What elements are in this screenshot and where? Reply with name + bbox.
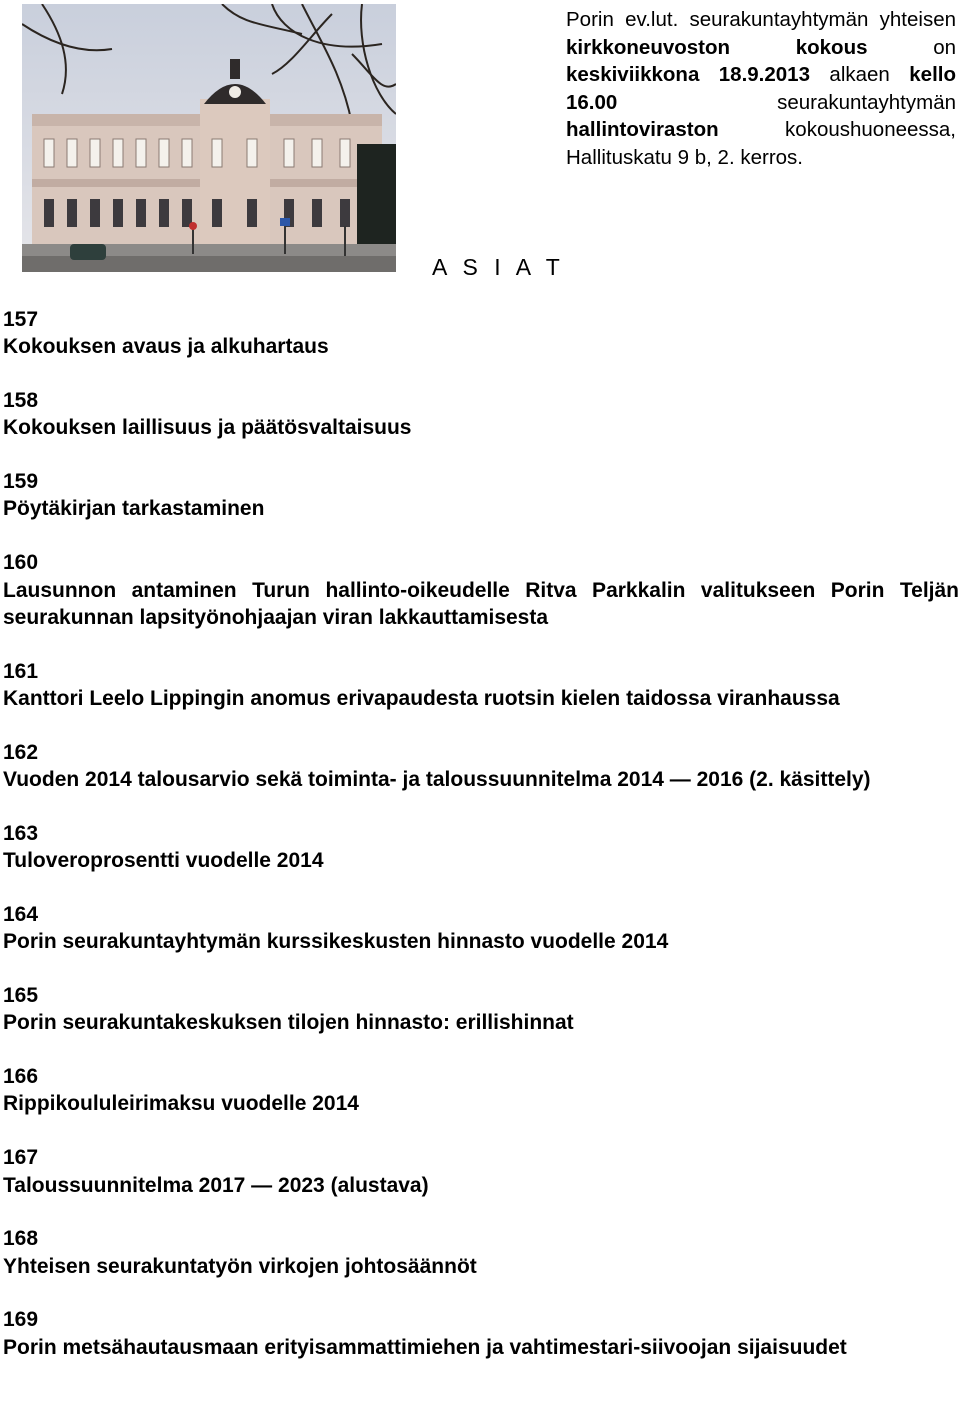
agenda-item-title: Porin seurakuntakeskuksen tilojen hinnasto: erillishinnat <box>3 1011 574 1035</box>
agenda-list <box>3 306 959 1388</box>
agenda-item-number: 165 <box>3 984 39 1008</box>
agenda-item <box>3 387 959 442</box>
agenda-item <box>3 1063 959 1118</box>
agenda-item-title: Tuloveroprosentti vuodelle 2014 <box>3 849 324 873</box>
agenda-item-title: Pöytäkirjan tarkastaminen <box>3 497 265 521</box>
agenda-heading: A S I A T <box>432 254 565 280</box>
agenda-item-number: 158 <box>3 389 39 413</box>
agenda-item <box>3 820 959 875</box>
agenda-item-number: 157 <box>3 308 39 331</box>
agenda-item <box>3 901 959 956</box>
agenda-item-number: 167 <box>3 1146 39 1170</box>
intro-segment: keskiviikkona 18.9.2013 <box>566 63 810 86</box>
intro-segment: seurakuntayhtymän <box>617 90 956 114</box>
agenda-item-number: 163 <box>3 821 39 845</box>
agenda-item-title: Kokouksen laillisuus ja päätösvaltaisuus <box>3 416 412 440</box>
agenda-item-title: Rippikoululeirimaksu vuodelle 2014 <box>3 1092 359 1116</box>
intro-segment: alkaen <box>809 63 910 86</box>
intro-segment: Porin ev.lut. seurakuntayhtymän yhteisen <box>566 8 956 31</box>
agenda-item-title: Porin metsähautausmaan erityisammattimiehen ja vahtimestari-siivoojan sijaisuudet <box>3 1335 847 1359</box>
agenda-item-number: 162 <box>3 740 39 764</box>
agenda-item-title: Vuoden 2014 talousarvio sekä toiminta- ja taloussuunnitelma 2014 — 2016 (2. käsittely) <box>3 768 871 792</box>
agenda-item-number: 160 <box>3 551 39 575</box>
agenda-item <box>3 739 959 794</box>
agenda-item-number: 166 <box>3 1065 39 1089</box>
building-photo <box>22 4 396 272</box>
agenda-item-number: 168 <box>3 1227 39 1251</box>
meeting-intro <box>566 6 956 171</box>
agenda-item <box>3 1144 959 1199</box>
agenda-item <box>3 982 959 1037</box>
agenda-item <box>3 658 959 713</box>
intro-segment: hallintoviraston <box>566 118 719 141</box>
agenda-item-title: Lausunnon antaminen Turun hallinto-oikeudelle Ritva Parkkalin valitukseen Porin Teljän seurakunnan lapsityönohjaajan viran lakkauttamisesta <box>3 578 959 629</box>
agenda-item-title: Porin seurakuntayhtymän kurssikeskusten hinnasto vuodelle 2014 <box>3 930 669 954</box>
agenda-item <box>3 1306 959 1361</box>
agenda-item-title: Taloussuunnitelma 2017 — 2023 (alustava) <box>3 1173 429 1197</box>
intro-segment: kello 16.00 <box>566 63 956 114</box>
agenda-item <box>3 468 959 523</box>
agenda-item <box>3 1225 959 1280</box>
agenda-item-title: Kanttori Leelo Lippingin anomus erivapaudesta ruotsin kielen taidossa viranhaussa <box>3 686 840 710</box>
intro-segment: kirkkoneuvoston kokous <box>566 35 868 59</box>
agenda-item-number: 161 <box>3 659 39 683</box>
agenda-item-number: 169 <box>3 1308 39 1332</box>
agenda-item-number: 164 <box>3 902 39 926</box>
intro-segment: on <box>867 35 956 59</box>
agenda-item-title: Kokouksen avaus ja alkuhartaus <box>3 335 329 359</box>
agenda-item <box>3 549 959 631</box>
agenda-item-title: Yhteisen seurakuntatyön virkojen johtosäännöt <box>3 1254 477 1278</box>
agenda-item <box>3 306 959 361</box>
agenda-item-number: 159 <box>3 470 39 494</box>
intro-segment: kokoushuoneessa, Hallituskatu 9 b, 2. kerros. <box>566 118 956 169</box>
